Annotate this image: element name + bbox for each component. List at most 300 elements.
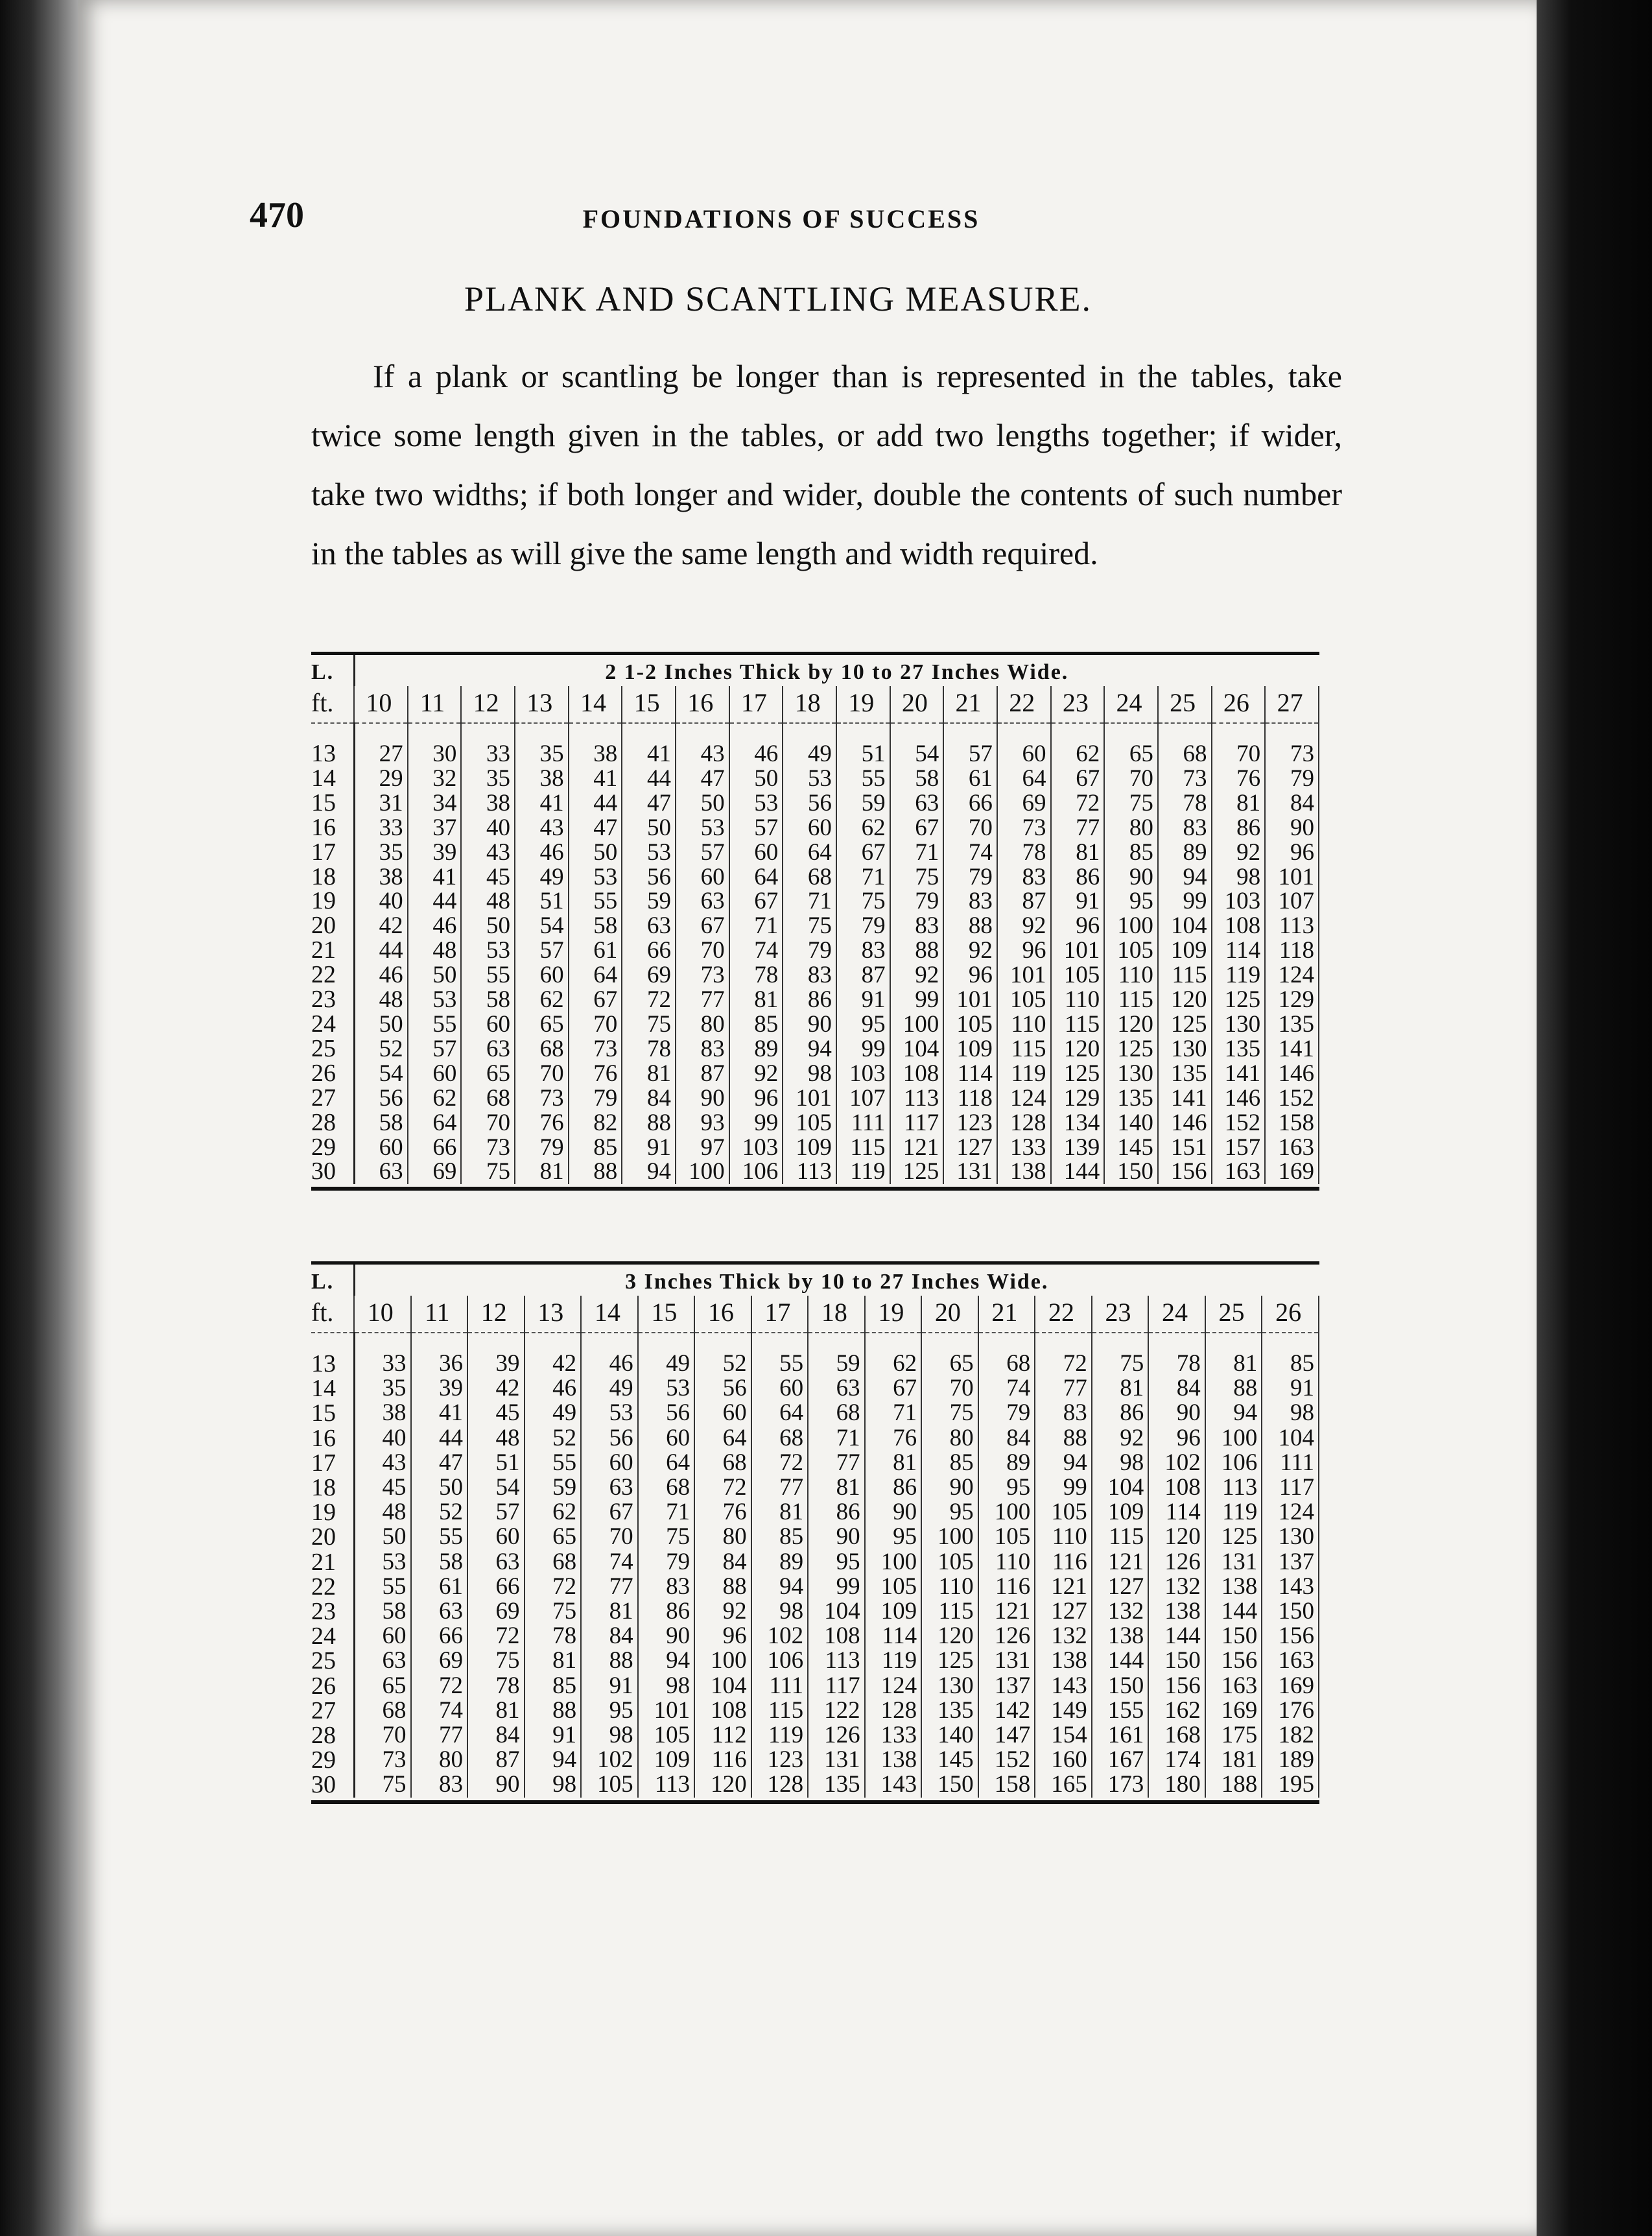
board-feet-cell: 86 <box>638 1599 695 1624</box>
board-feet-cell: 110 <box>1104 963 1158 988</box>
board-feet-cell: 50 <box>354 1012 408 1037</box>
width-header: 10 <box>354 686 408 723</box>
board-feet-cell: 63 <box>808 1376 865 1401</box>
board-feet-cell: 86 <box>1212 816 1266 840</box>
width-header: 18 <box>808 1296 865 1333</box>
board-feet-cell: 94 <box>1158 865 1212 890</box>
board-feet-cell: 56 <box>694 1376 751 1401</box>
board-feet-cell: 41 <box>411 1401 468 1425</box>
width-header: 21 <box>978 1296 1035 1333</box>
length-ft: 27 <box>311 1086 354 1111</box>
board-feet-cell: 100 <box>865 1550 922 1575</box>
board-feet-cell: 75 <box>1092 1351 1149 1376</box>
length-ft: 27 <box>311 1698 354 1723</box>
board-feet-cell: 85 <box>751 1525 808 1549</box>
board-feet-cell: 135 <box>808 1772 865 1797</box>
board-feet-cell: 119 <box>1212 963 1266 988</box>
board-feet-cell: 94 <box>525 1748 582 1772</box>
board-feet-cell: 27 <box>354 742 408 767</box>
table-row <box>311 1698 1319 1723</box>
board-feet-cell: 169 <box>1262 1674 1319 1698</box>
board-feet-cell: 33 <box>461 742 515 767</box>
board-feet-cell: 116 <box>694 1748 751 1772</box>
board-feet-cell: 160 <box>1035 1748 1092 1772</box>
board-feet-cell: 70 <box>1104 767 1158 791</box>
board-feet-cell: 155 <box>1092 1698 1149 1723</box>
board-feet-cell: 67 <box>569 988 622 1012</box>
board-feet-cell: 84 <box>581 1624 638 1648</box>
board-feet-cell: 152 <box>1212 1111 1266 1136</box>
board-feet-cell: 115 <box>1092 1525 1149 1549</box>
board-feet-cell: 104 <box>694 1674 751 1698</box>
board-feet-cell: 68 <box>808 1401 865 1425</box>
board-feet-cell: 57 <box>408 1037 462 1062</box>
board-feet-cell: 45 <box>461 865 515 890</box>
board-feet-cell: 124 <box>865 1674 922 1698</box>
board-feet-cell: 49 <box>783 742 836 767</box>
width-header: 12 <box>467 1296 525 1333</box>
board-feet-cell: 79 <box>1265 767 1319 791</box>
width-header: 25 <box>1205 1296 1262 1333</box>
board-feet-cell: 103 <box>836 1062 890 1086</box>
board-feet-cell: 88 <box>1035 1426 1092 1451</box>
board-feet-cell: 43 <box>461 840 515 865</box>
board-feet-cell: 67 <box>729 889 783 914</box>
board-feet-cell: 169 <box>1205 1698 1262 1723</box>
length-ft: 20 <box>311 914 354 938</box>
board-feet-cell: 91 <box>836 988 890 1012</box>
board-feet-cell: 135 <box>1265 1012 1319 1037</box>
board-feet-cell: 68 <box>1158 742 1212 767</box>
board-feet-cell: 79 <box>515 1136 569 1160</box>
board-feet-cell: 68 <box>694 1451 751 1475</box>
board-feet-cell: 180 <box>1148 1772 1205 1797</box>
board-feet-cell: 60 <box>467 1525 525 1549</box>
board-feet-cell: 79 <box>836 914 890 938</box>
board-feet-cell: 63 <box>354 1160 408 1184</box>
board-feet-cell: 70 <box>354 1723 411 1748</box>
table-row <box>311 767 1319 791</box>
board-feet-cell: 65 <box>525 1525 582 1549</box>
board-feet-cell: 56 <box>622 865 676 890</box>
table-row <box>311 1575 1319 1599</box>
table-row <box>311 1376 1319 1401</box>
board-feet-cell: 58 <box>461 988 515 1012</box>
board-feet-cell: 67 <box>581 1500 638 1525</box>
board-feet-cell: 85 <box>569 1136 622 1160</box>
board-feet-cell: 105 <box>1051 963 1105 988</box>
board-feet-cell: 45 <box>354 1475 411 1500</box>
board-feet-cell: 92 <box>890 963 944 988</box>
board-feet-cell: 105 <box>1104 938 1158 963</box>
board-feet-cell: 143 <box>1035 1674 1092 1698</box>
board-feet-cell: 54 <box>890 742 944 767</box>
board-feet-cell: 41 <box>622 742 676 767</box>
board-feet-cell: 182 <box>1262 1723 1319 1748</box>
board-feet-cell: 63 <box>467 1550 525 1575</box>
board-feet-cell: 71 <box>836 865 890 890</box>
board-feet-cell: 60 <box>581 1451 638 1475</box>
board-feet-cell: 78 <box>1148 1351 1205 1376</box>
table-row <box>311 865 1319 890</box>
board-feet-cell: 113 <box>638 1772 695 1797</box>
table-row <box>311 1723 1319 1748</box>
board-feet-cell: 69 <box>467 1599 525 1624</box>
width-header: 20 <box>890 686 944 723</box>
board-feet-cell: 32 <box>408 767 462 791</box>
length-ft: 20 <box>311 1525 354 1549</box>
board-feet-cell: 62 <box>515 988 569 1012</box>
board-feet-cell: 163 <box>1212 1160 1266 1184</box>
board-feet-cell: 101 <box>638 1698 695 1723</box>
board-feet-cell: 35 <box>515 742 569 767</box>
board-feet-cell: 119 <box>751 1723 808 1748</box>
length-ft: 19 <box>311 889 354 914</box>
width-header: 26 <box>1212 686 1266 723</box>
board-feet-cell: 75 <box>638 1525 695 1549</box>
width-header: 22 <box>1035 1296 1092 1333</box>
board-feet-cell: 150 <box>1092 1674 1149 1698</box>
board-feet-cell: 53 <box>676 816 729 840</box>
board-feet-cell: 62 <box>525 1500 582 1525</box>
board-feet-cell: 80 <box>411 1748 468 1772</box>
board-feet-cell: 119 <box>836 1160 890 1184</box>
table-row <box>311 1062 1319 1086</box>
board-feet-cell: 60 <box>408 1062 462 1086</box>
board-feet-cell: 64 <box>729 865 783 890</box>
board-feet-cell: 84 <box>978 1426 1035 1451</box>
board-feet-cell: 162 <box>1148 1698 1205 1723</box>
board-feet-cell: 36 <box>411 1351 468 1376</box>
board-feet-cell: 54 <box>515 914 569 938</box>
length-ft: 28 <box>311 1111 354 1136</box>
board-feet-cell: 39 <box>467 1351 525 1376</box>
board-feet-cell: 138 <box>1205 1575 1262 1599</box>
board-feet-cell: 73 <box>461 1136 515 1160</box>
board-feet-cell: 73 <box>1265 742 1319 767</box>
board-feet-cell: 100 <box>1205 1426 1262 1451</box>
board-feet-cell: 161 <box>1092 1723 1149 1748</box>
board-feet-cell: 75 <box>525 1599 582 1624</box>
board-feet-cell: 42 <box>525 1351 582 1376</box>
board-feet-cell: 99 <box>890 988 944 1012</box>
board-feet-cell: 100 <box>978 1500 1035 1525</box>
board-feet-cell: 92 <box>943 938 997 963</box>
board-feet-cell: 79 <box>638 1550 695 1575</box>
board-feet-cell: 130 <box>921 1674 978 1698</box>
board-feet-cell: 57 <box>943 742 997 767</box>
board-feet-cell: 113 <box>783 1160 836 1184</box>
board-feet-cell: 104 <box>890 1037 944 1062</box>
board-feet-cell: 33 <box>354 816 408 840</box>
board-feet-cell: 47 <box>569 816 622 840</box>
length-label-l: L. <box>311 1265 354 1296</box>
board-feet-cell: 135 <box>1158 1062 1212 1086</box>
board-feet-cell: 53 <box>569 865 622 890</box>
board-feet-cell: 126 <box>808 1723 865 1748</box>
board-feet-cell: 77 <box>581 1575 638 1599</box>
board-feet-cell: 152 <box>978 1748 1035 1772</box>
board-feet-cell: 128 <box>997 1111 1051 1136</box>
board-feet-cell: 76 <box>1212 767 1266 791</box>
board-feet-cell: 66 <box>411 1624 468 1648</box>
board-feet-cell: 120 <box>694 1772 751 1797</box>
board-feet-cell: 108 <box>1148 1475 1205 1500</box>
board-feet-cell: 89 <box>978 1451 1035 1475</box>
board-feet-cell: 79 <box>978 1401 1035 1425</box>
board-feet-cell: 81 <box>1051 840 1105 865</box>
board-feet-cell: 94 <box>783 1037 836 1062</box>
page-number: 470 <box>250 195 304 235</box>
board-feet-cell: 91 <box>525 1723 582 1748</box>
board-feet-cell: 78 <box>622 1037 676 1062</box>
board-feet-cell: 37 <box>408 816 462 840</box>
length-ft: 23 <box>311 988 354 1012</box>
board-feet-cell: 73 <box>569 1037 622 1062</box>
board-feet-cell: 76 <box>865 1426 922 1451</box>
board-feet-cell: 129 <box>1051 1086 1105 1111</box>
length-ft: 23 <box>311 1599 354 1624</box>
board-feet-cell: 55 <box>836 767 890 791</box>
board-feet-cell: 119 <box>865 1648 922 1673</box>
board-feet-cell: 48 <box>408 938 462 963</box>
width-header: 11 <box>408 686 462 723</box>
board-feet-cell: 39 <box>411 1376 468 1401</box>
board-feet-cell: 99 <box>836 1037 890 1062</box>
board-feet-cell: 108 <box>890 1062 944 1086</box>
board-feet-cell: 95 <box>581 1698 638 1723</box>
board-feet-cell: 52 <box>694 1351 751 1376</box>
board-feet-cell: 67 <box>836 840 890 865</box>
board-feet-cell: 78 <box>729 963 783 988</box>
board-feet-cell: 115 <box>1158 963 1212 988</box>
board-feet-cell: 135 <box>1104 1086 1158 1111</box>
board-feet-cell: 50 <box>411 1475 468 1500</box>
board-feet-cell: 71 <box>808 1426 865 1451</box>
board-feet-cell: 95 <box>921 1500 978 1525</box>
board-feet-cell: 144 <box>1205 1599 1262 1624</box>
board-feet-cell: 87 <box>836 963 890 988</box>
board-feet-cell: 125 <box>1212 988 1266 1012</box>
board-feet-cell: 108 <box>1212 914 1266 938</box>
board-feet-cell: 70 <box>515 1062 569 1086</box>
board-feet-cell: 72 <box>622 988 676 1012</box>
board-feet-cell: 90 <box>783 1012 836 1037</box>
board-feet-cell: 64 <box>408 1111 462 1136</box>
board-feet-cell: 72 <box>1035 1351 1092 1376</box>
board-feet-cell: 87 <box>997 889 1051 914</box>
board-feet-cell: 88 <box>581 1648 638 1673</box>
board-feet-cell: 120 <box>1104 1012 1158 1037</box>
board-feet-cell: 105 <box>638 1723 695 1748</box>
board-feet-cell: 81 <box>1092 1376 1149 1401</box>
board-feet-cell: 84 <box>694 1550 751 1575</box>
board-feet-cell: 89 <box>751 1550 808 1575</box>
board-feet-cell: 59 <box>836 791 890 816</box>
board-feet-cell: 90 <box>467 1772 525 1797</box>
board-feet-cell: 51 <box>836 742 890 767</box>
board-feet-cell: 67 <box>1051 767 1105 791</box>
board-feet-cell: 102 <box>581 1748 638 1772</box>
board-feet-cell: 146 <box>1265 1062 1319 1086</box>
board-feet-cell: 33 <box>354 1351 411 1376</box>
board-feet-cell: 120 <box>921 1624 978 1648</box>
board-feet-cell: 61 <box>569 938 622 963</box>
length-ft: 19 <box>311 1500 354 1525</box>
board-feet-cell: 110 <box>921 1575 978 1599</box>
board-feet-cell: 53 <box>729 791 783 816</box>
board-feet-cell: 130 <box>1158 1037 1212 1062</box>
board-feet-cell: 135 <box>921 1698 978 1723</box>
board-feet-cell: 98 <box>581 1723 638 1748</box>
board-feet-cell: 144 <box>1092 1648 1149 1673</box>
board-feet-cell: 129 <box>1265 988 1319 1012</box>
board-feet-cell: 156 <box>1262 1624 1319 1648</box>
board-feet-cell: 68 <box>515 1037 569 1062</box>
board-feet-cell: 102 <box>1148 1451 1205 1475</box>
table-row <box>311 963 1319 988</box>
length-ft: 16 <box>311 1426 354 1451</box>
board-feet-cell: 130 <box>1104 1062 1158 1086</box>
board-feet-cell: 49 <box>638 1351 695 1376</box>
board-feet-cell: 52 <box>354 1037 408 1062</box>
width-header: 19 <box>865 1296 922 1333</box>
board-feet-cell: 109 <box>865 1599 922 1624</box>
board-feet-cell: 137 <box>1262 1550 1319 1575</box>
board-feet-cell: 96 <box>943 963 997 988</box>
board-feet-cell: 55 <box>751 1351 808 1376</box>
board-feet-cell: 138 <box>1092 1624 1149 1648</box>
board-feet-cell: 50 <box>676 791 729 816</box>
board-feet-cell: 96 <box>729 1086 783 1111</box>
board-feet-cell: 71 <box>865 1401 922 1425</box>
table-row <box>311 1351 1319 1376</box>
board-feet-cell: 100 <box>694 1648 751 1673</box>
board-feet-cell: 117 <box>808 1674 865 1698</box>
board-feet-cell: 67 <box>676 914 729 938</box>
board-feet-cell: 94 <box>1205 1401 1262 1425</box>
board-feet-cell: 105 <box>865 1575 922 1599</box>
board-feet-cell: 38 <box>515 767 569 791</box>
board-feet-cell: 98 <box>751 1599 808 1624</box>
section-title: PLANK AND SCANTLING MEASURE. <box>464 280 1092 318</box>
board-feet-cell: 99 <box>1158 889 1212 914</box>
board-feet-cell: 77 <box>1035 1376 1092 1401</box>
board-feet-cell: 120 <box>1148 1525 1205 1549</box>
board-feet-cell: 41 <box>569 767 622 791</box>
board-feet-cell: 109 <box>1092 1500 1149 1525</box>
board-feet-cell: 105 <box>943 1012 997 1037</box>
width-header: 25 <box>1158 686 1212 723</box>
board-feet-cell: 73 <box>1158 767 1212 791</box>
board-feet-cell: 65 <box>515 1012 569 1037</box>
board-feet-cell: 74 <box>978 1376 1035 1401</box>
board-feet-cell: 72 <box>525 1575 582 1599</box>
board-feet-cell: 44 <box>354 938 408 963</box>
board-feet-cell: 131 <box>943 1160 997 1184</box>
board-feet-cell: 157 <box>1212 1136 1266 1160</box>
width-header: 16 <box>676 686 729 723</box>
board-feet-cell: 144 <box>1148 1624 1205 1648</box>
width-header: 16 <box>694 1296 751 1333</box>
board-feet-cell: 69 <box>411 1648 468 1673</box>
board-feet-cell: 156 <box>1205 1648 1262 1673</box>
board-feet-cell: 73 <box>997 816 1051 840</box>
table-row <box>311 1772 1319 1797</box>
board-feet-cell: 98 <box>638 1674 695 1698</box>
board-feet-cell: 81 <box>751 1500 808 1525</box>
board-feet-cell: 46 <box>408 914 462 938</box>
board-feet-cell: 89 <box>1158 840 1212 865</box>
length-ft: 29 <box>311 1136 354 1160</box>
board-feet-cell: 83 <box>997 865 1051 890</box>
board-feet-cell: 97 <box>676 1136 729 1160</box>
board-feet-cell: 106 <box>1205 1451 1262 1475</box>
length-ft: 25 <box>311 1648 354 1673</box>
board-feet-cell: 85 <box>1104 840 1158 865</box>
board-feet-cell: 48 <box>354 988 408 1012</box>
board-feet-cell: 130 <box>1212 1012 1266 1037</box>
board-feet-cell: 49 <box>515 865 569 890</box>
board-feet-cell: 132 <box>1035 1624 1092 1648</box>
width-header: 17 <box>751 1296 808 1333</box>
board-feet-cell: 53 <box>783 767 836 791</box>
board-feet-cell: 84 <box>622 1086 676 1111</box>
board-feet-cell: 57 <box>467 1500 525 1525</box>
length-ft: 15 <box>311 791 354 816</box>
width-header: 17 <box>729 686 783 723</box>
width-header: 13 <box>515 686 569 723</box>
board-feet-cell: 146 <box>1158 1111 1212 1136</box>
board-feet-cell: 107 <box>1265 889 1319 914</box>
table-row <box>311 1451 1319 1475</box>
board-feet-cell: 83 <box>783 963 836 988</box>
width-header: 23 <box>1051 686 1105 723</box>
length-ft: 30 <box>311 1160 354 1184</box>
board-feet-cell: 89 <box>729 1037 783 1062</box>
board-feet-cell: 50 <box>569 840 622 865</box>
board-feet-cell: 38 <box>461 791 515 816</box>
table-row <box>311 1401 1319 1425</box>
board-feet-cell: 83 <box>676 1037 729 1062</box>
length-ft: 15 <box>311 1401 354 1425</box>
board-feet-cell: 120 <box>1158 988 1212 1012</box>
board-feet-cell: 134 <box>1051 1111 1105 1136</box>
board-feet-cell: 104 <box>1262 1426 1319 1451</box>
board-feet-cell: 61 <box>411 1575 468 1599</box>
board-feet-cell: 145 <box>921 1748 978 1772</box>
board-feet-cell: 92 <box>1092 1426 1149 1451</box>
board-feet-cell: 125 <box>921 1648 978 1673</box>
board-feet-cell: 150 <box>1148 1648 1205 1673</box>
board-feet-cell: 88 <box>1205 1376 1262 1401</box>
table-row <box>311 988 1319 1012</box>
board-feet-cell: 85 <box>921 1451 978 1475</box>
board-feet-cell: 126 <box>978 1624 1035 1648</box>
board-feet-cell: 175 <box>1205 1723 1262 1748</box>
board-feet-cell: 74 <box>729 938 783 963</box>
table-row <box>311 1624 1319 1648</box>
board-feet-cell: 149 <box>1035 1698 1092 1723</box>
board-feet-cell: 167 <box>1092 1748 1149 1772</box>
length-ft: 26 <box>311 1674 354 1698</box>
board-feet-cell: 65 <box>921 1351 978 1376</box>
board-feet-cell: 78 <box>1158 791 1212 816</box>
board-feet-cell: 113 <box>808 1648 865 1673</box>
width-header: 10 <box>354 1296 411 1333</box>
board-feet-cell: 78 <box>525 1624 582 1648</box>
board-feet-cell: 60 <box>515 963 569 988</box>
